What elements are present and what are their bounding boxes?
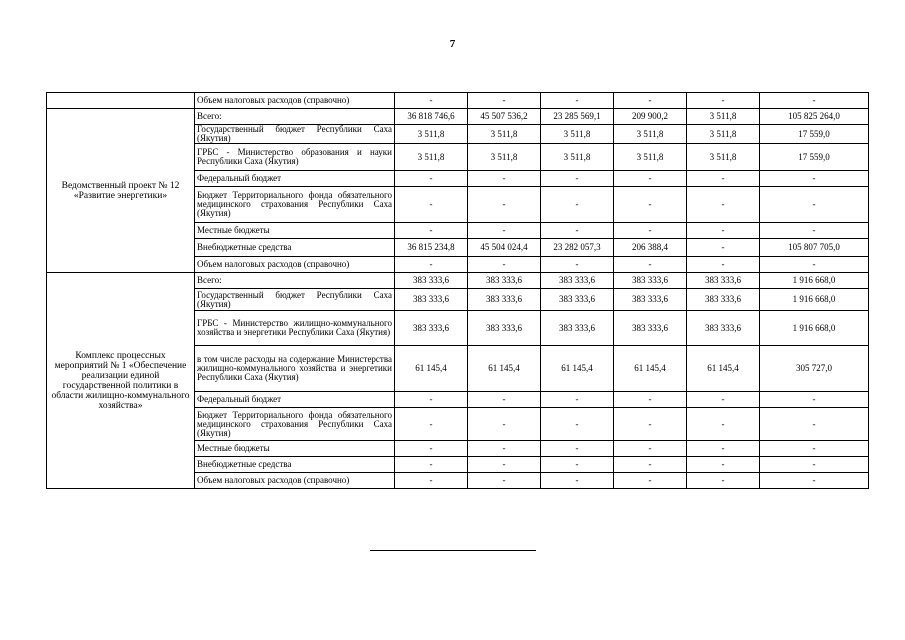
funding-source-cell: Местные бюджеты [195,441,395,457]
year-value-cell: - [687,473,760,489]
year-value-cell: 3 511,8 [687,144,760,171]
year-value-cell: - [687,441,760,457]
total-value-cell: - [760,473,869,489]
total-value-cell: - [760,171,869,187]
year-value-cell: - [541,473,614,489]
total-value-cell: - [760,93,869,109]
year-value-cell: 383 333,6 [687,273,760,289]
year-value-cell: 61 145,4 [468,346,541,392]
funding-source-cell: в том числе расходы на содержание Министерства жилищно-коммунального хозяйства и энергетики Республики Саха (Якутия) [195,346,395,392]
table-row [47,273,869,289]
funding-source-cell: Государственный бюджет Республики Саха (Якутия) [195,289,395,311]
year-value-cell: - [687,408,760,441]
year-value-cell: - [468,408,541,441]
year-value-cell: - [614,187,687,223]
funding-source-cell: Бюджет Территориального фонда обязательного медицинского страхования Республики Саха (Якутия) [195,408,395,441]
year-value-cell: - [468,171,541,187]
year-value-cell: - [687,239,760,257]
table-row [47,93,869,109]
page-number: 7 [449,38,456,50]
year-value-cell: 45 507 536,2 [468,109,541,125]
funding-source-cell: Бюджет Территориального фонда обязательного медицинского страхования Республики Саха (Якутия) [195,187,395,223]
year-value-cell: 383 333,6 [614,311,687,346]
funding-source-cell: Федеральный бюджет [195,171,395,187]
year-value-cell: - [614,223,687,239]
year-value-cell: 383 333,6 [614,289,687,311]
year-value-cell: 383 333,6 [541,273,614,289]
year-value-cell: - [395,171,468,187]
funding-source-cell: ГРБС - Министерство жилищно-коммунального хозяйства и энергетики Республики Саха (Якутия) [195,311,395,346]
total-value-cell: 305 727,0 [760,346,869,392]
funding-source-cell: Объем налоговых расходов (справочно) [195,473,395,489]
year-value-cell: 383 333,6 [541,311,614,346]
year-value-cell: 383 333,6 [468,273,541,289]
project-name-cell: Комплекс процессных мероприятий № 1 «Обеспечение реализации единой государственной политики в области жилищно-коммунального хозяйства» [47,273,195,489]
year-value-cell: - [614,93,687,109]
total-value-cell: - [760,187,869,223]
funding-source-cell: Федеральный бюджет [195,392,395,408]
year-value-cell: 3 511,8 [468,125,541,144]
year-value-cell: - [395,408,468,441]
year-value-cell: - [614,457,687,473]
year-value-cell: - [687,93,760,109]
funding-source-cell: Всего: [195,109,395,125]
year-value-cell: 383 333,6 [614,273,687,289]
year-value-cell: - [687,457,760,473]
year-value-cell: 3 511,8 [468,144,541,171]
total-value-cell: - [760,457,869,473]
total-value-cell: 105 807 705,0 [760,239,869,257]
funding-source-cell: Объем налоговых расходов (справочно) [195,257,395,273]
total-value-cell: - [760,257,869,273]
project-name-cell [47,93,195,109]
year-value-cell: - [468,473,541,489]
year-value-cell: 206 388,4 [614,239,687,257]
year-value-cell: - [395,441,468,457]
year-value-cell: - [687,223,760,239]
year-value-cell: 3 511,8 [395,125,468,144]
year-value-cell: - [541,257,614,273]
year-value-cell: 23 285 569,1 [541,109,614,125]
total-value-cell: - [760,441,869,457]
year-value-cell: 383 333,6 [468,311,541,346]
year-value-cell: - [614,408,687,441]
year-value-cell: - [541,187,614,223]
year-value-cell: 36 818 746,6 [395,109,468,125]
budget-table [46,92,869,489]
year-value-cell: - [687,171,760,187]
year-value-cell: - [614,473,687,489]
year-value-cell: - [541,93,614,109]
year-value-cell: - [468,457,541,473]
year-value-cell: - [395,257,468,273]
total-value-cell: 105 825 264,0 [760,109,869,125]
year-value-cell: 45 504 024,4 [468,239,541,257]
year-value-cell: 3 511,8 [614,144,687,171]
year-value-cell: - [541,441,614,457]
year-value-cell: - [468,93,541,109]
project-name-cell: Ведомственный проект № 12 «Развитие энергетики» [47,109,195,273]
year-value-cell: 383 333,6 [541,289,614,311]
year-value-cell: 61 145,4 [541,346,614,392]
year-value-cell: - [468,187,541,223]
year-value-cell: 61 145,4 [395,346,468,392]
year-value-cell: - [395,473,468,489]
year-value-cell: 23 282 057,3 [541,239,614,257]
year-value-cell: - [395,93,468,109]
year-value-cell: 383 333,6 [468,289,541,311]
year-value-cell: 383 333,6 [395,273,468,289]
year-value-cell: 3 511,8 [687,125,760,144]
year-value-cell: 3 511,8 [541,144,614,171]
year-value-cell: 209 900,2 [614,109,687,125]
year-value-cell: 383 333,6 [395,311,468,346]
total-value-cell: 17 559,0 [760,125,869,144]
year-value-cell: 61 145,4 [687,346,760,392]
funding-source-cell: Всего: [195,273,395,289]
year-value-cell: - [468,392,541,408]
year-value-cell: - [541,392,614,408]
year-value-cell: - [468,257,541,273]
year-value-cell: 383 333,6 [687,289,760,311]
total-value-cell: - [760,408,869,441]
year-value-cell: 3 511,8 [614,125,687,144]
funding-source-cell: Государственный бюджет Республики Саха (Якутия) [195,125,395,144]
year-value-cell: - [541,171,614,187]
table-row [47,109,869,125]
year-value-cell: - [687,257,760,273]
funding-source-cell: Местные бюджеты [195,223,395,239]
year-value-cell: - [468,223,541,239]
year-value-cell: - [614,257,687,273]
year-value-cell: - [687,392,760,408]
funding-source-cell: Внебюджетные средства [195,239,395,257]
year-value-cell: 3 511,8 [687,109,760,125]
total-value-cell: - [760,223,869,239]
funding-source-cell: ГРБС - Министерство образования и науки Республики Саха (Якутия) [195,144,395,171]
year-value-cell: 383 333,6 [687,311,760,346]
funding-source-cell: Объем налоговых расходов (справочно) [195,93,395,109]
year-value-cell: 383 333,6 [395,289,468,311]
year-value-cell: 36 815 234,8 [395,239,468,257]
total-value-cell: 1 916 668,0 [760,289,869,311]
total-value-cell: 17 559,0 [760,144,869,171]
year-value-cell: - [468,441,541,457]
year-value-cell: - [541,457,614,473]
year-value-cell: - [614,441,687,457]
year-value-cell: - [395,457,468,473]
footer-separator [370,550,536,551]
year-value-cell: 3 511,8 [395,144,468,171]
year-value-cell: 3 511,8 [541,125,614,144]
year-value-cell: - [541,408,614,441]
year-value-cell: 61 145,4 [614,346,687,392]
total-value-cell: 1 916 668,0 [760,311,869,346]
total-value-cell: 1 916 668,0 [760,273,869,289]
year-value-cell: - [395,392,468,408]
year-value-cell: - [395,187,468,223]
year-value-cell: - [614,171,687,187]
year-value-cell: - [687,187,760,223]
year-value-cell: - [541,223,614,239]
total-value-cell: - [760,392,869,408]
year-value-cell: - [395,223,468,239]
year-value-cell: - [614,392,687,408]
funding-source-cell: Внебюджетные средства [195,457,395,473]
